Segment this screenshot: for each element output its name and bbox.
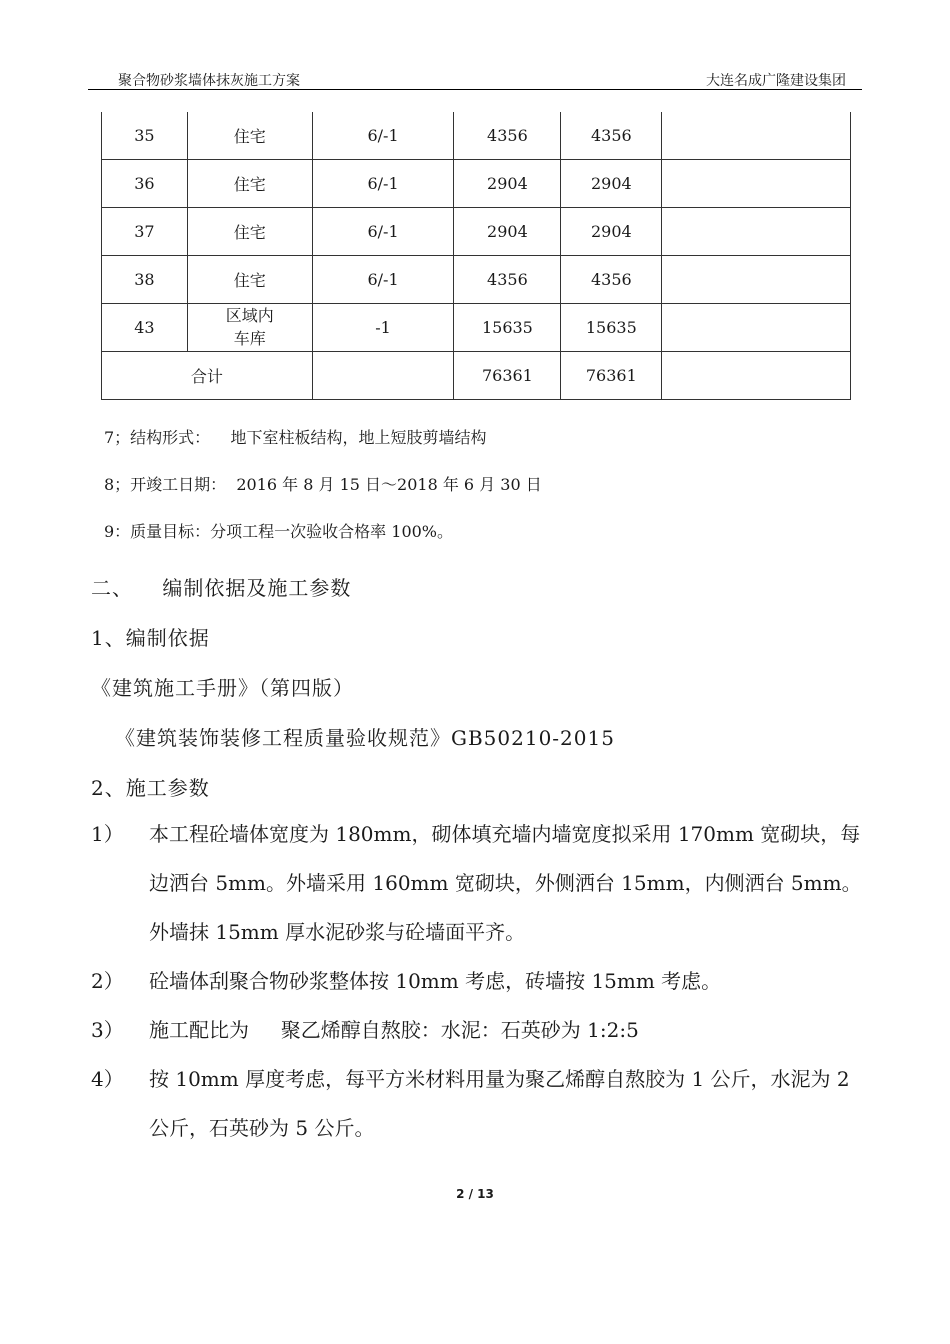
total-label: 合计 bbox=[102, 351, 313, 399]
cell-note bbox=[662, 207, 851, 255]
cell-area: 4356 bbox=[561, 255, 662, 303]
schedule-info: 8；开竣工日期： 2016 年 8 月 15 日～2018 年 6 月 30 日 bbox=[104, 475, 542, 494]
cell-name: 住宅 bbox=[187, 112, 312, 159]
cell-name: 住宅 bbox=[187, 159, 312, 207]
reference-item: 《建筑装饰装修工程质量验收规范》GB50210-2015 bbox=[115, 726, 615, 750]
cell-note bbox=[662, 112, 851, 159]
cell-no: 36 bbox=[102, 159, 188, 207]
cell-name-line: 区域内 bbox=[225, 306, 274, 325]
cell-no: 43 bbox=[102, 303, 188, 351]
cell-name: 住宅 bbox=[187, 207, 312, 255]
cell-floors bbox=[312, 351, 454, 399]
parameter-item bbox=[91, 1006, 871, 1055]
parameter-item bbox=[91, 810, 871, 957]
cell-no: 37 bbox=[102, 207, 188, 255]
quality-info: 9：质量目标：分项工程一次验收合格率 100%。 bbox=[104, 522, 454, 541]
cell-note bbox=[662, 255, 851, 303]
table-total-row bbox=[102, 351, 851, 399]
parameter-item bbox=[91, 1055, 871, 1153]
cell-note bbox=[662, 351, 851, 399]
cell-area: 2904 bbox=[454, 159, 561, 207]
cell-name: 住宅 bbox=[187, 255, 312, 303]
item-number: 2） bbox=[91, 969, 124, 993]
cell-floors: 6/-1 bbox=[312, 255, 454, 303]
cell-floors: 6/-1 bbox=[312, 159, 454, 207]
cell-area: 15635 bbox=[454, 303, 561, 351]
table-row bbox=[102, 303, 851, 351]
cell-area: 2904 bbox=[454, 207, 561, 255]
cell-area: 15635 bbox=[561, 303, 662, 351]
cell-floors: 6/-1 bbox=[312, 207, 454, 255]
total-area: 76361 bbox=[454, 351, 561, 399]
header-divider bbox=[88, 89, 862, 90]
item-text: 按 10mm 厚度考虑，每平方米材料用量为聚乙烯醇自熬胶为 1 公斤，水泥为 2 公斤，石英砂为 5 公斤。 bbox=[149, 1067, 850, 1140]
cell-area: 2904 bbox=[561, 207, 662, 255]
cell-area: 2904 bbox=[561, 159, 662, 207]
structure-info: 7；结构形式： 地下室柱板结构，地上短肢剪墙结构 bbox=[104, 428, 487, 447]
cell-area: 4356 bbox=[561, 112, 662, 159]
cell-floors: -1 bbox=[312, 303, 454, 351]
cell-no: 38 bbox=[102, 255, 188, 303]
item-text: 本工程砼墙体宽度为 180mm，砌体填充墙内墙宽度拟采用 170mm 宽砌块，每边洒台 5mm。外墙采用 160mm 宽砌块，外侧洒台 15mm，内侧洒台 5mm。外墙抹 15mm 厚水泥砂浆与砼墙面平齐。 bbox=[149, 822, 862, 944]
section-heading: 二、 编制依据及施工参数 bbox=[91, 576, 352, 600]
cell-note bbox=[662, 303, 851, 351]
item-text: 砼墙体刮聚合物砂浆整体按 10mm 考虑，砖墙按 15mm 考虑。 bbox=[149, 969, 722, 993]
total-area: 76361 bbox=[561, 351, 662, 399]
subsection-heading: 2、施工参数 bbox=[91, 776, 210, 800]
item-number: 4） bbox=[91, 1067, 124, 1091]
cell-floors: 6/-1 bbox=[312, 112, 454, 159]
page-number: 2 / 13 bbox=[456, 1187, 494, 1201]
item-number: 3） bbox=[91, 1018, 124, 1042]
item-number: 1） bbox=[91, 822, 124, 846]
table-row bbox=[102, 112, 851, 159]
table-row bbox=[102, 207, 851, 255]
reference-item: 《建筑施工手册》（第四版） bbox=[91, 676, 354, 700]
table-row bbox=[102, 255, 851, 303]
table-row bbox=[102, 159, 851, 207]
cell-note bbox=[662, 159, 851, 207]
document-title: 聚合物砂浆墙体抹灰施工方案 bbox=[118, 73, 300, 89]
building-table bbox=[101, 112, 851, 400]
cell-no: 35 bbox=[102, 112, 188, 159]
cell-name bbox=[187, 303, 312, 351]
subsection-heading: 1、编制依据 bbox=[91, 626, 210, 650]
item-text: 施工配比为 聚乙烯醇自熬胶：水泥：石英砂为 1:2:5 bbox=[149, 1018, 639, 1042]
cell-area: 4356 bbox=[454, 112, 561, 159]
company-name: 大连名成广隆建设集团 bbox=[706, 73, 846, 89]
cell-area: 4356 bbox=[454, 255, 561, 303]
parameter-item bbox=[91, 957, 871, 1006]
cell-name-line: 车库 bbox=[233, 329, 266, 348]
